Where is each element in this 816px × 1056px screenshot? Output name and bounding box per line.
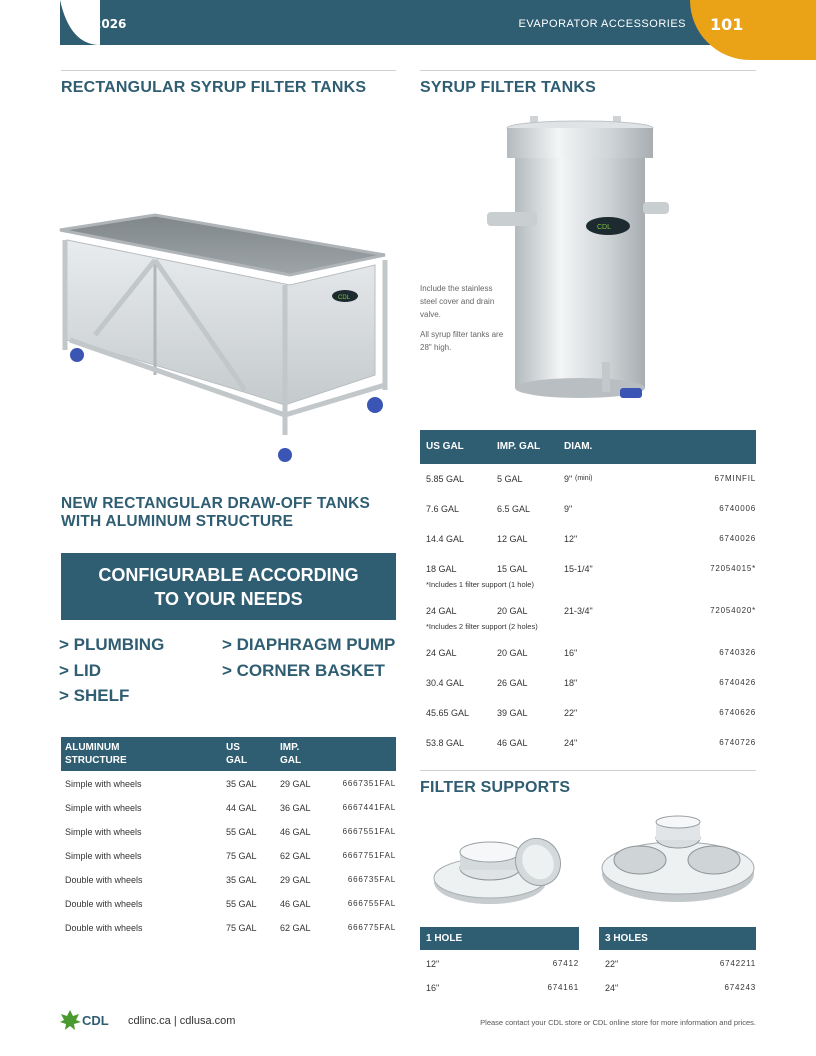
- col-structure-line2: STRUCTURE: [65, 755, 127, 766]
- code-cell: 72054015*: [710, 564, 756, 573]
- code: 67412: [552, 959, 579, 968]
- imp-gal-cell: 62 GAL: [280, 851, 311, 861]
- note2-line1: All syrup filter tanks are: [420, 330, 504, 339]
- us-gal-cell: 35 GAL: [226, 779, 257, 789]
- logo-text: CDL: [82, 1013, 109, 1028]
- table-row: [420, 983, 579, 997]
- three-holes-label: 3 HOLES: [605, 933, 648, 944]
- col-imp-line1: IMP.: [280, 742, 300, 753]
- one-hole-header: [420, 927, 579, 950]
- cdl-logo: [60, 1008, 120, 1032]
- diam-cell: 18": [564, 678, 578, 688]
- config-line1: CONFIGURABLE ACCORDING: [98, 565, 359, 585]
- us-gal-cell: 75 GAL: [226, 851, 257, 861]
- table-row: [420, 678, 756, 692]
- option-plumbing: > PLUMBING: [59, 635, 165, 654]
- option-corner-basket: > CORNER BASKET: [222, 661, 385, 680]
- imp-gal-cell: 26 GAL: [497, 678, 528, 688]
- us-gal-cell: 55 GAL: [226, 827, 257, 837]
- divider: [61, 70, 396, 71]
- divider: [420, 70, 756, 71]
- us-gal-cell: 7.6 GAL: [426, 504, 460, 514]
- diam-cell: 16": [564, 648, 578, 658]
- size: 24": [605, 983, 619, 993]
- imp-gal-cell: 20 GAL: [497, 606, 528, 616]
- rect-tanks-subtitle-line1: NEW RECTANGULAR DRAW-OFF TANKS: [61, 495, 371, 512]
- structure-cell: Double with wheels: [65, 875, 143, 885]
- imp-gal-cell: 46 GAL: [280, 827, 311, 837]
- code: 674243: [724, 983, 756, 992]
- structure-cell: Simple with wheels: [65, 803, 142, 813]
- diam-cell: 9": [564, 474, 573, 484]
- col-diam: DIAM.: [564, 441, 593, 452]
- diam-cell: 12": [564, 534, 578, 544]
- code-cell: 6740026: [719, 534, 756, 543]
- rect-tanks-title: RECTANGULAR SYRUP FILTER TANKS: [61, 79, 367, 96]
- option-lid: > LID: [59, 661, 102, 680]
- us-gal-cell: 24 GAL: [426, 606, 457, 616]
- note2-line2: 28" high.: [420, 343, 452, 352]
- diam-cell: 24": [564, 738, 578, 748]
- code: 674161: [547, 983, 579, 992]
- structure-cell: Simple with wheels: [65, 851, 142, 861]
- one-hole-label: 1 HOLE: [426, 933, 463, 944]
- us-gal-cell: 45.65 GAL: [426, 708, 470, 718]
- row-footnote: *Includes 1 filter support (1 hole): [426, 580, 534, 589]
- size: 12": [426, 959, 440, 969]
- table-row: [420, 738, 756, 752]
- svg-text:CDL: CDL: [597, 224, 612, 231]
- diam-cell: 22": [564, 708, 578, 718]
- us-gal-cell: 14.4 GAL: [426, 534, 465, 544]
- code-cell: 6740726: [719, 738, 756, 747]
- table-row: [420, 564, 756, 578]
- imp-gal-cell: 46 GAL: [497, 738, 528, 748]
- code: 6742211: [719, 959, 756, 968]
- table-row: [61, 851, 396, 865]
- imp-gal-cell: 20 GAL: [497, 648, 528, 658]
- us-gal-cell: 24 GAL: [426, 648, 457, 658]
- table-row: [420, 959, 579, 973]
- imp-gal-cell: 6.5 GAL: [497, 504, 531, 514]
- config-line2: TO YOUR NEEDS: [154, 589, 303, 609]
- syrup-filter-tank-image: [485, 112, 675, 414]
- svg-text:CDL: CDL: [338, 295, 351, 301]
- diam-note: (mini): [575, 475, 593, 482]
- imp-gal-cell: 62 GAL: [280, 923, 311, 933]
- note1-line2: steel cover and drain: [420, 297, 495, 306]
- imp-gal-cell: 15 GAL: [497, 564, 528, 574]
- structure-cell: Double with wheels: [65, 899, 143, 909]
- col-us-line1: US: [226, 742, 240, 753]
- imp-gal-cell: 46 GAL: [280, 899, 311, 909]
- structure-cell: Simple with wheels: [65, 779, 142, 789]
- us-gal-cell: 55 GAL: [226, 899, 257, 909]
- aluminum-table-header: [61, 737, 396, 771]
- diam-cell: 21-3/4": [564, 606, 593, 616]
- us-gal-cell: 35 GAL: [226, 875, 257, 885]
- table-row: [61, 827, 396, 841]
- code-cell: 666735FAL: [347, 875, 396, 884]
- footer-links[interactable]: cdlinc.ca | cdlusa.com: [128, 1015, 236, 1027]
- divider: [420, 770, 756, 771]
- col-us-line2: GAL: [226, 755, 248, 766]
- col-structure-line1: ALUMINUM: [65, 742, 120, 753]
- note1-line3: valve.: [420, 310, 441, 319]
- us-gal-cell: 30.4 GAL: [426, 678, 465, 688]
- table-row: [420, 606, 756, 620]
- syrup-tanks-note2: [420, 328, 503, 354]
- footer-note: Please contact your CDL store or CDL online store for more information and prices.: [480, 1018, 756, 1027]
- us-gal-cell: 53.8 GAL: [426, 738, 465, 748]
- table-row: [420, 534, 756, 548]
- code-cell: 72054020*: [710, 606, 756, 615]
- table-row: [420, 504, 756, 518]
- size: 16": [426, 983, 440, 993]
- syrup-tanks-note1: [420, 282, 494, 321]
- syrup-tanks-title: SYRUP FILTER TANKS: [420, 79, 597, 96]
- code-cell: 6740326: [719, 648, 756, 657]
- code-cell: 6667751FAL: [342, 851, 396, 860]
- us-gal-cell: 5.85 GAL: [426, 474, 465, 484]
- size: 22": [605, 959, 619, 969]
- option-diaphragm-pump: > DIAPHRAGM PUMP: [222, 635, 396, 654]
- imp-gal-cell: 39 GAL: [497, 708, 528, 718]
- rect-tanks-subtitle-line2: WITH ALUMINUM STRUCTURE: [61, 513, 294, 530]
- us-gal-cell: 18 GAL: [426, 564, 457, 574]
- code-cell: 6667351FAL: [342, 779, 396, 788]
- code-cell: 6740006: [719, 504, 756, 513]
- header-section-title: EVAPORATOR ACCESSORIES: [518, 18, 686, 30]
- table-row: [599, 983, 756, 997]
- table-row: [61, 899, 396, 913]
- us-gal-cell: 75 GAL: [226, 923, 257, 933]
- imp-gal-cell: 36 GAL: [280, 803, 311, 813]
- option-shelf: > SHELF: [59, 686, 130, 705]
- code-cell: 6667441FAL: [342, 803, 396, 812]
- table-row: [420, 474, 756, 488]
- table-row: [599, 959, 756, 973]
- rectangular-tank-image: [55, 200, 400, 465]
- code-cell: 6667551FAL: [342, 827, 396, 836]
- code-cell: 666775FAL: [347, 923, 396, 932]
- three-holes-header: [599, 927, 756, 950]
- imp-gal-cell: 12 GAL: [497, 534, 528, 544]
- diam-cell: 15-1/4": [564, 564, 593, 574]
- code-cell: 6740426: [719, 678, 756, 687]
- structure-cell: Double with wheels: [65, 923, 143, 933]
- configurable-banner: [61, 553, 396, 620]
- diam-cell: 9": [564, 504, 573, 514]
- us-gal-cell: 44 GAL: [226, 803, 257, 813]
- page-number-tab: [690, 0, 816, 60]
- imp-gal-cell: 5 GAL: [497, 474, 523, 484]
- code-cell: 67MINFIL: [714, 474, 756, 483]
- table-row: [61, 875, 396, 889]
- structure-cell: Simple with wheels: [65, 827, 142, 837]
- table-row: [61, 803, 396, 817]
- imp-gal-cell: 29 GAL: [280, 875, 311, 885]
- col-us-gal: US GAL: [426, 441, 464, 452]
- note1-line1: Include the stainless: [420, 284, 493, 293]
- table-row: [420, 708, 756, 722]
- row-footnote: *Includes 2 filter support (2 holes): [426, 622, 538, 631]
- filter-supports-title: FILTER SUPPORTS: [420, 779, 571, 796]
- table-row: [420, 648, 756, 662]
- col-imp-line2: GAL: [280, 755, 302, 766]
- code-cell: 6740626: [719, 708, 756, 717]
- table-row: [61, 923, 396, 937]
- page-number: 101: [710, 15, 744, 34]
- col-imp-gal: IMP. GAL: [497, 441, 541, 452]
- header-year: 2026: [93, 17, 127, 31]
- three-holes-support-image: [600, 812, 756, 912]
- imp-gal-cell: 29 GAL: [280, 779, 311, 789]
- code-cell: 666755FAL: [347, 899, 396, 908]
- syrup-table-header: [420, 430, 756, 464]
- table-row: [61, 779, 396, 793]
- one-hole-support-image: [430, 812, 570, 912]
